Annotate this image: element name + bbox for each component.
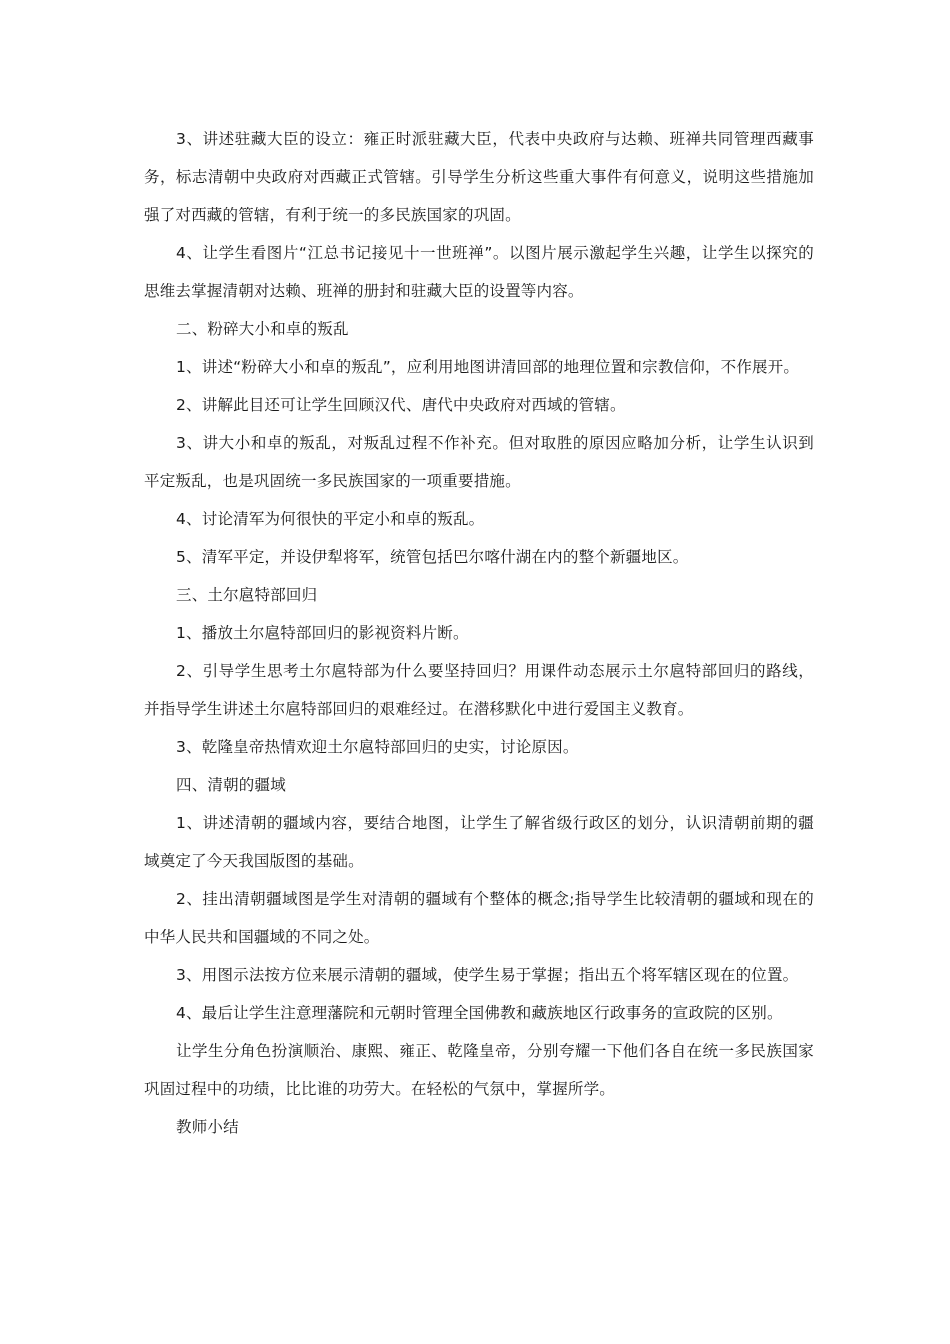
paragraph-torghut-3: 3、乾隆皇帝热情欢迎土尔扈特部回归的史实，讨论原因。	[176, 738, 579, 756]
paragraph-khoja-4: 4、讨论清军为何很快的平定小和卓的叛乱。	[176, 510, 485, 528]
paragraph-resident-minister: 3、讲述驻藏大臣的设立：雍正时派驻藏大臣，代表中央政府与达赖、班禅共同管理西藏事务，标志清朝中央政府对西藏正式管辖。引导学生分析这些重大事件有何意义，说明这些措施加强了对西藏的管辖，有利于统一的多民族国家的巩固。	[144, 130, 814, 224]
paragraph-torghut-2: 2、引导学生思考土尔扈特部为什么要坚持回归？用课件动态展示土尔扈特部回归的路线，并指导学生讲述土尔扈特部回归的艰难经过。在潜移默化中进行爱国主义教育。	[144, 662, 814, 718]
paragraph-territory-4: 4、最后让学生注意理藩院和元朝时管理全国佛教和藏族地区行政事务的宣政院的区别。	[176, 1004, 783, 1022]
paragraph-territory-1: 1、讲述清朝的疆域内容，要结合地图，让学生了解省级行政区的划分，认识清朝前期的疆域奠定了今天我国版图的基础。	[144, 814, 814, 870]
section-heading-2: 二、粉碎大小和卓的叛乱	[176, 320, 349, 338]
teacher-summary-heading: 教师小结	[176, 1118, 239, 1136]
paragraph-khoja-1: 1、讲述“粉碎大小和卓的叛乱”，应利用地图讲清回部的地理位置和宗教信仰，不作展开。	[176, 358, 800, 376]
paragraph-territory-3: 3、用图示法按方位来展示清朝的疆域，使学生易于掌握；指出五个将军辖区现在的位置。	[176, 966, 799, 984]
paragraph-picture-panchen: 4、让学生看图片“江总书记接见十一世班禅”。以图片展示激起学生兴趣，让学生以探究的思维去掌握清朝对达赖、班禅的册封和驻藏大臣的设置等内容。	[144, 244, 814, 300]
paragraph-khoja-2: 2、讲解此目还可让学生回顾汉代、唐代中央政府对西域的管辖。	[176, 396, 626, 414]
section-heading-4: 四、清朝的疆域	[176, 776, 286, 794]
paragraph-torghut-1: 1、播放土尔扈特部回归的影视资料片断。	[176, 624, 469, 642]
paragraph-khoja-5: 5、清军平定，并设伊犁将军，统管包括巴尔喀什湖在内的整个新疆地区。	[176, 548, 689, 566]
paragraph-territory-2: 2、挂出清朝疆域图是学生对清朝的疆域有个整体的概念;指导学生比较清朝的疆域和现在的中华人民共和国疆域的不同之处。	[144, 890, 814, 946]
paragraph-khoja-3: 3、讲大小和卓的叛乱，对叛乱过程不作补充。但对取胜的原因应略加分析，让学生认识到平定叛乱，也是巩固统一多民族国家的一项重要措施。	[144, 434, 814, 490]
section-heading-3: 三、土尔扈特部回归	[176, 586, 318, 604]
paragraph-role-play: 让学生分角色扮演顺治、康熙、雍正、乾隆皇帝，分别夸耀一下他们各自在统一多民族国家巩固过程中的功绩，比比谁的功劳大。在轻松的气氛中，掌握所学。	[144, 1042, 814, 1098]
document-body	[144, 120, 814, 1146]
